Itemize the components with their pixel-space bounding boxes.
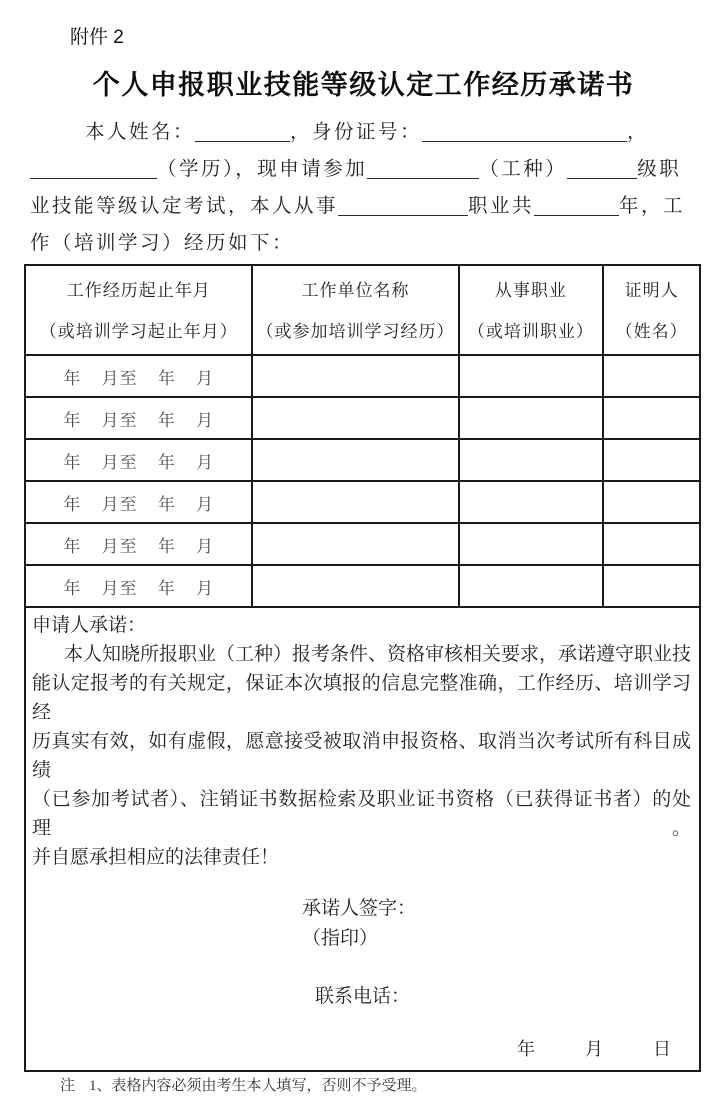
column-header xyxy=(603,265,700,355)
unit-cell xyxy=(252,439,458,481)
phone-label: 联系电话： xyxy=(315,986,411,1007)
unit-cell xyxy=(252,355,458,397)
column-title: 工作经历起止年月 xyxy=(66,281,211,300)
table-row xyxy=(25,481,700,523)
table-header-row xyxy=(25,265,700,355)
intro-text: 年，工 xyxy=(619,196,686,217)
blank-underline-field xyxy=(30,159,157,180)
column-subtitle: （姓名） xyxy=(615,322,688,341)
ref-cell xyxy=(603,397,700,439)
job-cell xyxy=(459,481,604,523)
signature-label: 承诺人签字： xyxy=(302,898,417,919)
unit-cell xyxy=(252,397,458,439)
period-cell: 年 月至 年 月 xyxy=(25,523,252,565)
ref-cell xyxy=(603,355,700,397)
period-cell: 年 月至 年 月 xyxy=(25,355,252,397)
job-cell xyxy=(459,397,604,439)
unit-cell xyxy=(252,523,458,565)
intro-text: 级职 xyxy=(637,159,682,180)
footnote-prefix: 注 xyxy=(60,1078,76,1094)
table-row xyxy=(25,439,700,481)
blank-underline-field xyxy=(367,159,479,180)
column-header xyxy=(459,265,604,355)
ref-cell xyxy=(603,439,700,481)
table-row xyxy=(25,355,700,397)
commitment-paragraph xyxy=(32,640,691,872)
commitment-line: 本人知晓所报职业（工种）报考条件、资格审核相关要求，承诺遵守职业技 xyxy=(64,644,692,665)
column-subtitle: （或参加培训学习经历） xyxy=(256,322,455,341)
intro-text: 作（培训学习）经历如下： xyxy=(30,233,295,254)
table-body xyxy=(25,355,700,607)
column-header xyxy=(252,265,458,355)
table-head xyxy=(25,265,700,355)
intro-text: （学历），现申请参加 xyxy=(157,159,368,180)
job-cell xyxy=(459,565,604,607)
intro-text: 本人姓名： xyxy=(85,122,196,143)
footnote xyxy=(60,1076,727,1096)
blank-underline-field xyxy=(195,122,290,143)
commitment-box xyxy=(24,608,701,1072)
date-part: 月 xyxy=(585,1039,603,1059)
date-line xyxy=(32,1036,691,1062)
blank-underline-field xyxy=(422,122,627,143)
footnote-text: 1、表格内容必须由考生本人填写，否则不予受理。 xyxy=(89,1078,427,1094)
ref-cell xyxy=(603,523,700,565)
blank-underline-field xyxy=(567,159,637,180)
column-subtitle: （或培训职业） xyxy=(467,322,594,341)
intro-paragraph xyxy=(30,114,701,262)
commitment-line: 并自愿承担相应的法律责任！ xyxy=(32,847,280,868)
period-cell: 年 月至 年 月 xyxy=(25,565,252,607)
blank-underline-field xyxy=(534,196,619,217)
commitment-line: 能认定报考的有关规定，保证本次填报的信息完整准确，工作经历、培训学习经 xyxy=(32,673,691,723)
intro-text: 职业共 xyxy=(468,196,535,217)
page-title: 个人申报职业技能等级认定工作经历承诺书 xyxy=(92,70,635,100)
date-part: 年 xyxy=(517,1039,535,1059)
experience-table xyxy=(24,264,701,608)
period-cell: 年 月至 年 月 xyxy=(25,397,252,439)
intro-text: （工种） xyxy=(479,159,568,180)
blank-underline-field xyxy=(338,196,468,217)
ref-cell xyxy=(603,565,700,607)
period-cell: 年 月至 年 月 xyxy=(25,439,252,481)
column-subtitle: （或培训学习起止年月） xyxy=(39,322,238,341)
unit-cell xyxy=(252,481,458,523)
column-title: 工作单位名称 xyxy=(301,281,410,300)
commitment-line: （已参加考试者）、注销证书数据检索及职业证书资格（已获得证书者）的处理。 xyxy=(32,789,691,839)
table-row xyxy=(25,523,700,565)
intro-line xyxy=(30,188,701,225)
table-row xyxy=(25,565,700,607)
intro-text: ， xyxy=(627,122,650,143)
intro-text: ，身份证号： xyxy=(290,122,423,143)
period-cell: 年 月至 年 月 xyxy=(25,481,252,523)
column-title: 从事职业 xyxy=(494,281,567,300)
attachment-label: 附件 2 xyxy=(70,27,124,48)
date-part: 日 xyxy=(653,1039,671,1059)
fingerprint-note: （指印） xyxy=(302,928,379,949)
commitment-line: 历真实有效，如有虚假，愿意接受被取消申报资格、取消当次考试所有科目成绩 xyxy=(32,731,691,781)
signature-block xyxy=(302,894,691,954)
intro-text: 业技能等级认定考试，本人从事 xyxy=(30,196,339,217)
column-title: 证明人 xyxy=(624,281,679,300)
job-cell xyxy=(459,439,604,481)
commitment-heading: 申请人承诺： xyxy=(32,615,147,636)
ref-cell xyxy=(603,481,700,523)
column-header xyxy=(25,265,252,355)
intro-line xyxy=(30,225,701,262)
intro-line xyxy=(30,114,701,151)
unit-cell xyxy=(252,565,458,607)
job-cell xyxy=(459,355,604,397)
table-row xyxy=(25,397,700,439)
job-cell xyxy=(459,523,604,565)
intro-line xyxy=(30,151,701,188)
